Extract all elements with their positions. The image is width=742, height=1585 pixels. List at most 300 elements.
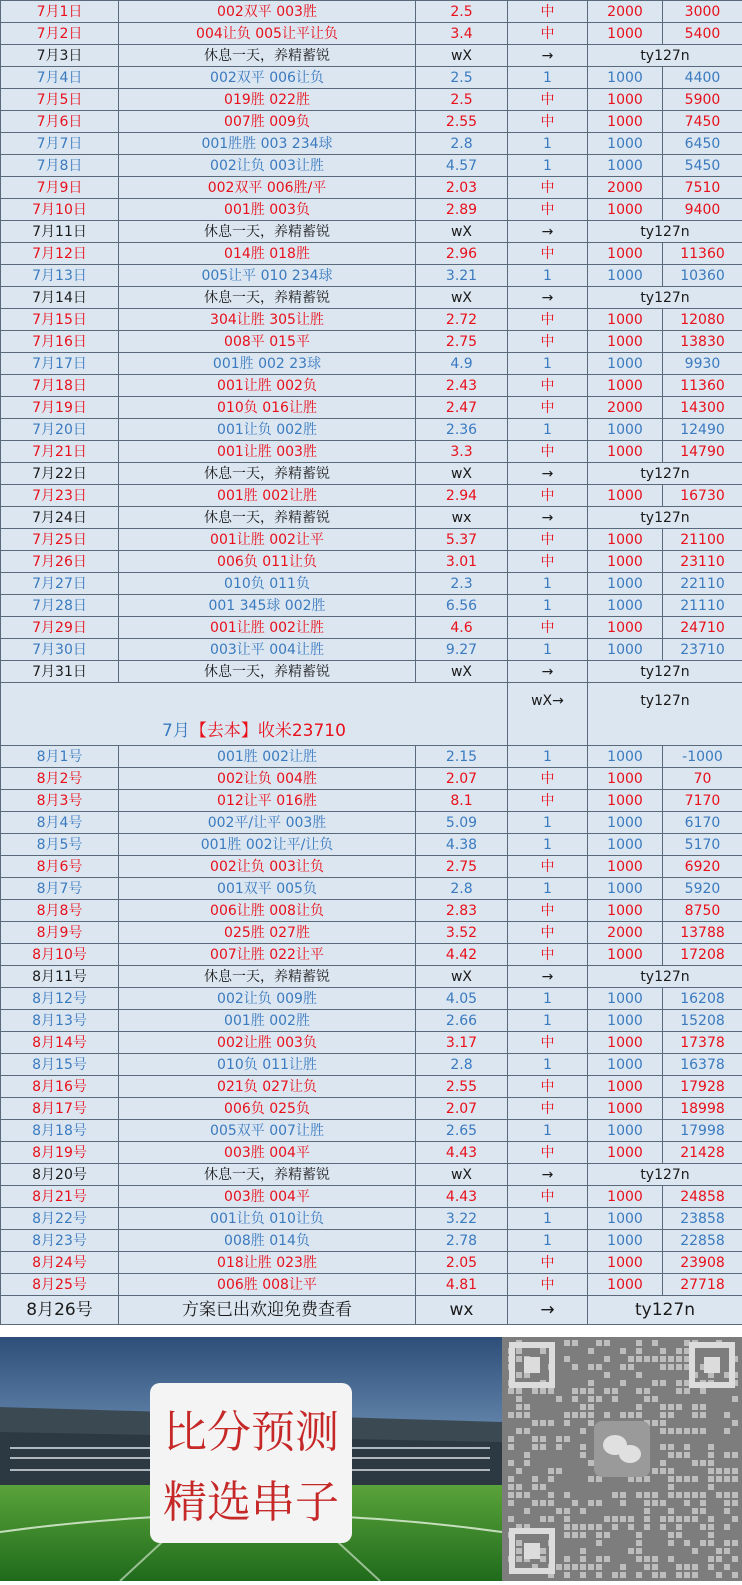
date-cell: 7月31日 <box>1 661 119 683</box>
result-cell: 中 <box>508 111 588 133</box>
matches-cell: 休息一天，养精蓄锐 <box>119 507 416 529</box>
result-cell: 中 <box>508 617 588 639</box>
matches-cell: 019胜 022胜 <box>119 89 416 111</box>
banner-line2: 精选串子 <box>163 1477 339 1528</box>
date-cell: 7月28日 <box>1 595 119 617</box>
date-cell: 8月18号 <box>1 1120 119 1142</box>
stake-cell: 1000 <box>588 1252 663 1274</box>
balance-cell: 21100 <box>663 529 742 551</box>
balance-cell: 17928 <box>663 1076 742 1098</box>
result-cell: 中 <box>508 331 588 353</box>
result-cell: 中 <box>508 1252 588 1274</box>
result-cell: 1 <box>508 1010 588 1032</box>
result-cell: → <box>508 507 588 529</box>
contact-cell: ty127n <box>588 507 742 529</box>
balance-cell: 16378 <box>663 1054 742 1076</box>
balance-cell: 27718 <box>663 1274 742 1296</box>
odds-cell: 3.3 <box>416 441 508 463</box>
table-row <box>1 67 742 89</box>
stake-cell: 1000 <box>588 419 663 441</box>
stake-cell: 1000 <box>588 834 663 856</box>
odds-cell: 2.66 <box>416 1010 508 1032</box>
matches-cell: 001胜 002让胜 <box>119 485 416 507</box>
matches-cell: 006负 025负 <box>119 1098 416 1120</box>
stake-cell: 1000 <box>588 485 663 507</box>
stake-cell: 1000 <box>588 199 663 221</box>
odds-cell: 2.96 <box>416 243 508 265</box>
stake-cell: 1000 <box>588 1054 663 1076</box>
stadium-graphic <box>0 1337 742 1581</box>
balance-cell: 9930 <box>663 353 742 375</box>
balance-cell: 5920 <box>663 878 742 900</box>
balance-cell: 16730 <box>663 485 742 507</box>
balance-cell: 12490 <box>663 419 742 441</box>
balance-cell: 18998 <box>663 1098 742 1120</box>
balance-cell: 23110 <box>663 551 742 573</box>
date-cell: 7月20日 <box>1 419 119 441</box>
matches-cell: 002让负 009胜 <box>119 988 416 1010</box>
odds-cell: 4.43 <box>416 1186 508 1208</box>
stake-cell: 1000 <box>588 23 663 45</box>
matches-cell: 002双平 003胜 <box>119 1 416 23</box>
date-cell: 7月8日 <box>1 155 119 177</box>
matches-cell: 006胜 008让平 <box>119 1274 416 1296</box>
table-row <box>1 265 742 287</box>
table-row <box>1 155 742 177</box>
table-row <box>1 639 742 661</box>
table-row <box>1 790 742 812</box>
odds-cell: 2.89 <box>416 199 508 221</box>
balance-cell: 6170 <box>663 812 742 834</box>
matches-cell: 001让负 010让负 <box>119 1208 416 1230</box>
table-row <box>1 988 742 1010</box>
balance-cell: 23710 <box>663 639 742 661</box>
matches-cell: 001胜 002胜 <box>119 1010 416 1032</box>
stake-cell: 1000 <box>588 856 663 878</box>
result-cell: 中 <box>508 1186 588 1208</box>
result-cell: 1 <box>508 133 588 155</box>
balance-cell: 23858 <box>663 1208 742 1230</box>
matches-cell: 006负 011让负 <box>119 551 416 573</box>
balance-cell: 22110 <box>663 573 742 595</box>
balance-cell: 11360 <box>663 243 742 265</box>
summary-highlight: 【去本】 <box>190 721 258 741</box>
table-row <box>1 485 742 507</box>
result-cell: 1 <box>508 1208 588 1230</box>
stake-cell: 1000 <box>588 375 663 397</box>
date-cell: 7月5日 <box>1 89 119 111</box>
date-cell: 8月12号 <box>1 988 119 1010</box>
table-row <box>1 1186 742 1208</box>
result-cell: → <box>508 221 588 243</box>
date-cell: 8月14号 <box>1 1032 119 1054</box>
odds-cell: 2.3 <box>416 573 508 595</box>
matches-cell: 001胜 002让胜 <box>119 746 416 768</box>
final-message: 方案已出欢迎免费查看 <box>119 1296 416 1325</box>
stake-cell: 1000 <box>588 639 663 661</box>
date-cell: 8月24号 <box>1 1252 119 1274</box>
odds-cell: 2.5 <box>416 67 508 89</box>
result-cell: 中 <box>508 900 588 922</box>
result-cell: 1 <box>508 988 588 1010</box>
date-cell: 8月1号 <box>1 746 119 768</box>
odds-cell: 3.21 <box>416 265 508 287</box>
stake-cell: 2000 <box>588 397 663 419</box>
table-row <box>1 1230 742 1252</box>
matches-cell: 007让胜 022让平 <box>119 944 416 966</box>
matches-cell: 001让胜 002让胜 <box>119 617 416 639</box>
result-cell: 1 <box>508 1120 588 1142</box>
table-row <box>1 507 742 529</box>
table-row <box>1 177 742 199</box>
result-cell: → <box>508 661 588 683</box>
stake-cell: 1000 <box>588 900 663 922</box>
final-arrow: → <box>508 1296 588 1325</box>
date-cell: 7月12日 <box>1 243 119 265</box>
summary-row <box>1 683 742 746</box>
stake-cell: 1000 <box>588 551 663 573</box>
odds-cell: 3.17 <box>416 1032 508 1054</box>
result-cell: 1 <box>508 573 588 595</box>
result-cell: 中 <box>508 1 588 23</box>
final-row <box>1 1296 742 1325</box>
result-cell: 1 <box>508 595 588 617</box>
matches-cell: 005双平 007让胜 <box>119 1120 416 1142</box>
matches-cell: 002双平 006胜/平 <box>119 177 416 199</box>
odds-cell: 6.56 <box>416 595 508 617</box>
date-cell: 7月16日 <box>1 331 119 353</box>
result-cell: 中 <box>508 944 588 966</box>
balance-cell: 5450 <box>663 155 742 177</box>
stake-cell: 1000 <box>588 617 663 639</box>
odds-cell: 2.78 <box>416 1230 508 1252</box>
odds-cell: wX <box>416 661 508 683</box>
result-cell: 中 <box>508 1142 588 1164</box>
stake-cell: 1000 <box>588 529 663 551</box>
date-cell: 7月21日 <box>1 441 119 463</box>
summary-mid: wX→ <box>508 683 588 746</box>
table-row <box>1 878 742 900</box>
result-cell: 中 <box>508 1274 588 1296</box>
matches-cell: 001胜 002 23球 <box>119 353 416 375</box>
result-cell: 1 <box>508 812 588 834</box>
balance-cell: 24858 <box>663 1186 742 1208</box>
balance-cell: 8750 <box>663 900 742 922</box>
date-cell: 7月22日 <box>1 463 119 485</box>
matches-cell: 001胜 003负 <box>119 199 416 221</box>
balance-cell: 17378 <box>663 1032 742 1054</box>
summary-text <box>1 683 508 746</box>
matches-cell: 004让负 005让平让负 <box>119 23 416 45</box>
table-row <box>1 111 742 133</box>
odds-cell: 2.43 <box>416 375 508 397</box>
date-cell: 8月2号 <box>1 768 119 790</box>
table-row <box>1 89 742 111</box>
stake-cell: 1000 <box>588 768 663 790</box>
date-cell: 8月10号 <box>1 944 119 966</box>
date-cell: 7月1日 <box>1 1 119 23</box>
matches-cell: 003胜 004平 <box>119 1186 416 1208</box>
odds-cell: 2.75 <box>416 331 508 353</box>
table-row <box>1 1164 742 1186</box>
matches-cell: 休息一天，养精蓄锐 <box>119 463 416 485</box>
odds-cell: 2.05 <box>416 1252 508 1274</box>
matches-cell: 005让平 010 234球 <box>119 265 416 287</box>
august-results <box>1 746 742 1296</box>
matches-cell: 001 345球 002胜 <box>119 595 416 617</box>
balance-cell: 15208 <box>663 1010 742 1032</box>
stake-cell: 1000 <box>588 1142 663 1164</box>
table-row <box>1 221 742 243</box>
balance-cell: 9400 <box>663 199 742 221</box>
matches-cell: 012让平 016胜 <box>119 790 416 812</box>
table-row <box>1 441 742 463</box>
july-summary <box>1 683 742 746</box>
stake-cell: 1000 <box>588 988 663 1010</box>
odds-cell: 2.72 <box>416 309 508 331</box>
date-cell: 8月15号 <box>1 1054 119 1076</box>
balance-cell: 22858 <box>663 1230 742 1252</box>
date-cell: 7月18日 <box>1 375 119 397</box>
matches-cell: 025胜 027胜 <box>119 922 416 944</box>
stake-cell: 1000 <box>588 1076 663 1098</box>
table-row <box>1 1098 742 1120</box>
table-row <box>1 856 742 878</box>
odds-cell: 2.36 <box>416 419 508 441</box>
odds-cell: wX <box>416 966 508 988</box>
table-row <box>1 419 742 441</box>
result-cell: 中 <box>508 1076 588 1098</box>
matches-cell: 休息一天，养精蓄锐 <box>119 45 416 67</box>
date-cell: 7月3日 <box>1 45 119 67</box>
contact-cell: ty127n <box>588 221 742 243</box>
result-cell: 中 <box>508 23 588 45</box>
final-contact: ty127n <box>588 1296 742 1325</box>
date-cell: 8月20号 <box>1 1164 119 1186</box>
matches-cell: 002双平 006让负 <box>119 67 416 89</box>
balance-cell: 14300 <box>663 397 742 419</box>
july-results <box>1 1 742 683</box>
table-row <box>1 463 742 485</box>
stake-cell: 1000 <box>588 265 663 287</box>
table-row <box>1 397 742 419</box>
balance-cell: 13830 <box>663 331 742 353</box>
table-row <box>1 661 742 683</box>
stake-cell: 1000 <box>588 67 663 89</box>
date-cell: 8月22号 <box>1 1208 119 1230</box>
matches-cell: 001让胜 003胜 <box>119 441 416 463</box>
stake-cell: 1000 <box>588 1274 663 1296</box>
matches-cell: 018让胜 023胜 <box>119 1252 416 1274</box>
odds-cell: wX <box>416 45 508 67</box>
final-odds: wx <box>416 1296 508 1325</box>
stake-cell: 1000 <box>588 878 663 900</box>
table-row <box>1 1120 742 1142</box>
result-cell: 中 <box>508 89 588 111</box>
matches-cell: 010负 011负 <box>119 573 416 595</box>
result-cell: → <box>508 45 588 67</box>
stake-cell: 1000 <box>588 155 663 177</box>
date-cell: 7月9日 <box>1 177 119 199</box>
date-cell: 8月7号 <box>1 878 119 900</box>
balance-cell: 5170 <box>663 834 742 856</box>
matches-cell: 014胜 018胜 <box>119 243 416 265</box>
balance-cell: 7450 <box>663 111 742 133</box>
stake-cell: 1000 <box>588 746 663 768</box>
matches-cell: 304让胜 305让胜 <box>119 309 416 331</box>
balance-cell: 7170 <box>663 790 742 812</box>
matches-cell: 休息一天，养精蓄锐 <box>119 1164 416 1186</box>
result-cell: 中 <box>508 768 588 790</box>
date-cell: 8月3号 <box>1 790 119 812</box>
summary-prefix: 7月 <box>162 721 190 741</box>
table-row <box>1 1142 742 1164</box>
contact-cell: ty127n <box>588 45 742 67</box>
stake-cell: 1000 <box>588 812 663 834</box>
result-cell: → <box>508 287 588 309</box>
odds-cell: 2.5 <box>416 89 508 111</box>
table-row <box>1 243 742 265</box>
balance-cell: 14790 <box>663 441 742 463</box>
table-row <box>1 1032 742 1054</box>
date-cell: 7月15日 <box>1 309 119 331</box>
odds-cell: 2.47 <box>416 397 508 419</box>
date-cell: 7月23日 <box>1 485 119 507</box>
odds-cell: 4.9 <box>416 353 508 375</box>
stake-cell: 1000 <box>588 331 663 353</box>
matches-cell: 006让胜 008让负 <box>119 900 416 922</box>
date-cell: 8月21号 <box>1 1186 119 1208</box>
matches-cell: 010负 011让胜 <box>119 1054 416 1076</box>
table-row <box>1 1 742 23</box>
result-cell: 中 <box>508 309 588 331</box>
matches-cell: 休息一天，养精蓄锐 <box>119 661 416 683</box>
date-cell: 7月30日 <box>1 639 119 661</box>
odds-cell: 3.52 <box>416 922 508 944</box>
odds-cell: 2.8 <box>416 878 508 900</box>
date-cell: 7月2日 <box>1 23 119 45</box>
odds-cell: 2.07 <box>416 768 508 790</box>
summary-contact: ty127n <box>588 683 742 746</box>
balance-cell: 24710 <box>663 617 742 639</box>
stake-cell: 2000 <box>588 177 663 199</box>
date-cell: 8月8号 <box>1 900 119 922</box>
contact-cell: ty127n <box>588 966 742 988</box>
result-cell: 中 <box>508 922 588 944</box>
table-row <box>1 1054 742 1076</box>
result-cell: 1 <box>508 67 588 89</box>
balance-cell: 16208 <box>663 988 742 1010</box>
result-cell: 1 <box>508 419 588 441</box>
result-cell: 中 <box>508 397 588 419</box>
balance-cell: 5400 <box>663 23 742 45</box>
contact-cell: ty127n <box>588 1164 742 1186</box>
result-cell: 1 <box>508 834 588 856</box>
result-cell: 中 <box>508 551 588 573</box>
result-cell: 中 <box>508 529 588 551</box>
odds-cell: 2.65 <box>416 1120 508 1142</box>
odds-cell: 5.37 <box>416 529 508 551</box>
balance-cell: 10360 <box>663 265 742 287</box>
matches-cell: 008胜 014负 <box>119 1230 416 1252</box>
odds-cell: 2.83 <box>416 900 508 922</box>
table-row <box>1 966 742 988</box>
table-row <box>1 812 742 834</box>
odds-cell: wX <box>416 463 508 485</box>
summary-suffix: 收米23710 <box>258 721 346 741</box>
stake-cell: 1000 <box>588 353 663 375</box>
stake-cell: 1000 <box>588 89 663 111</box>
date-cell: 7月26日 <box>1 551 119 573</box>
result-cell: 中 <box>508 177 588 199</box>
odds-cell: 4.6 <box>416 617 508 639</box>
date-cell: 7月6日 <box>1 111 119 133</box>
matches-cell: 007胜 009负 <box>119 111 416 133</box>
stake-cell: 1000 <box>588 309 663 331</box>
matches-cell: 003胜 004平 <box>119 1142 416 1164</box>
matches-cell: 001让负 002胜 <box>119 419 416 441</box>
matches-cell: 002平/让平 003胜 <box>119 812 416 834</box>
stake-cell: 1000 <box>588 1032 663 1054</box>
table-row <box>1 199 742 221</box>
odds-cell: 4.43 <box>416 1142 508 1164</box>
result-cell: → <box>508 1164 588 1186</box>
table-row <box>1 834 742 856</box>
result-cell: 1 <box>508 353 588 375</box>
odds-cell: 4.05 <box>416 988 508 1010</box>
balance-cell: 6450 <box>663 133 742 155</box>
odds-cell: 2.07 <box>416 1098 508 1120</box>
date-cell: 7月29日 <box>1 617 119 639</box>
date-cell: 7月4日 <box>1 67 119 89</box>
stake-cell: 1000 <box>588 595 663 617</box>
stake-cell: 2000 <box>588 1 663 23</box>
odds-cell: 2.94 <box>416 485 508 507</box>
stake-cell: 1000 <box>588 133 663 155</box>
table-row <box>1 331 742 353</box>
matches-cell: 002让负 004胜 <box>119 768 416 790</box>
date-cell: 8月11号 <box>1 966 119 988</box>
table-row <box>1 768 742 790</box>
matches-cell: 休息一天，养精蓄锐 <box>119 287 416 309</box>
balance-cell: 7510 <box>663 177 742 199</box>
odds-cell: wx <box>416 507 508 529</box>
stake-cell: 1000 <box>588 573 663 595</box>
balance-cell: 23908 <box>663 1252 742 1274</box>
stake-cell: 1000 <box>588 1186 663 1208</box>
odds-cell: 2.75 <box>416 856 508 878</box>
table-row <box>1 375 742 397</box>
odds-cell: 2.5 <box>416 1 508 23</box>
date-cell: 8月13号 <box>1 1010 119 1032</box>
matches-cell: 001让胜 002负 <box>119 375 416 397</box>
balance-cell: 13788 <box>663 922 742 944</box>
balance-cell: 21428 <box>663 1142 742 1164</box>
banner-line1: 比分预测 <box>163 1407 339 1458</box>
odds-cell: wX <box>416 287 508 309</box>
result-cell: → <box>508 463 588 485</box>
balance-cell: 3000 <box>663 1 742 23</box>
date-cell: 8月23号 <box>1 1230 119 1252</box>
balance-cell: 12080 <box>663 309 742 331</box>
result-cell: 1 <box>508 1230 588 1252</box>
date-cell: 7月11日 <box>1 221 119 243</box>
date-cell: 7月25日 <box>1 529 119 551</box>
stake-cell: 1000 <box>588 1010 663 1032</box>
odds-cell: 4.42 <box>416 944 508 966</box>
matches-cell: 001让胜 002让平 <box>119 529 416 551</box>
stake-cell: 1000 <box>588 111 663 133</box>
